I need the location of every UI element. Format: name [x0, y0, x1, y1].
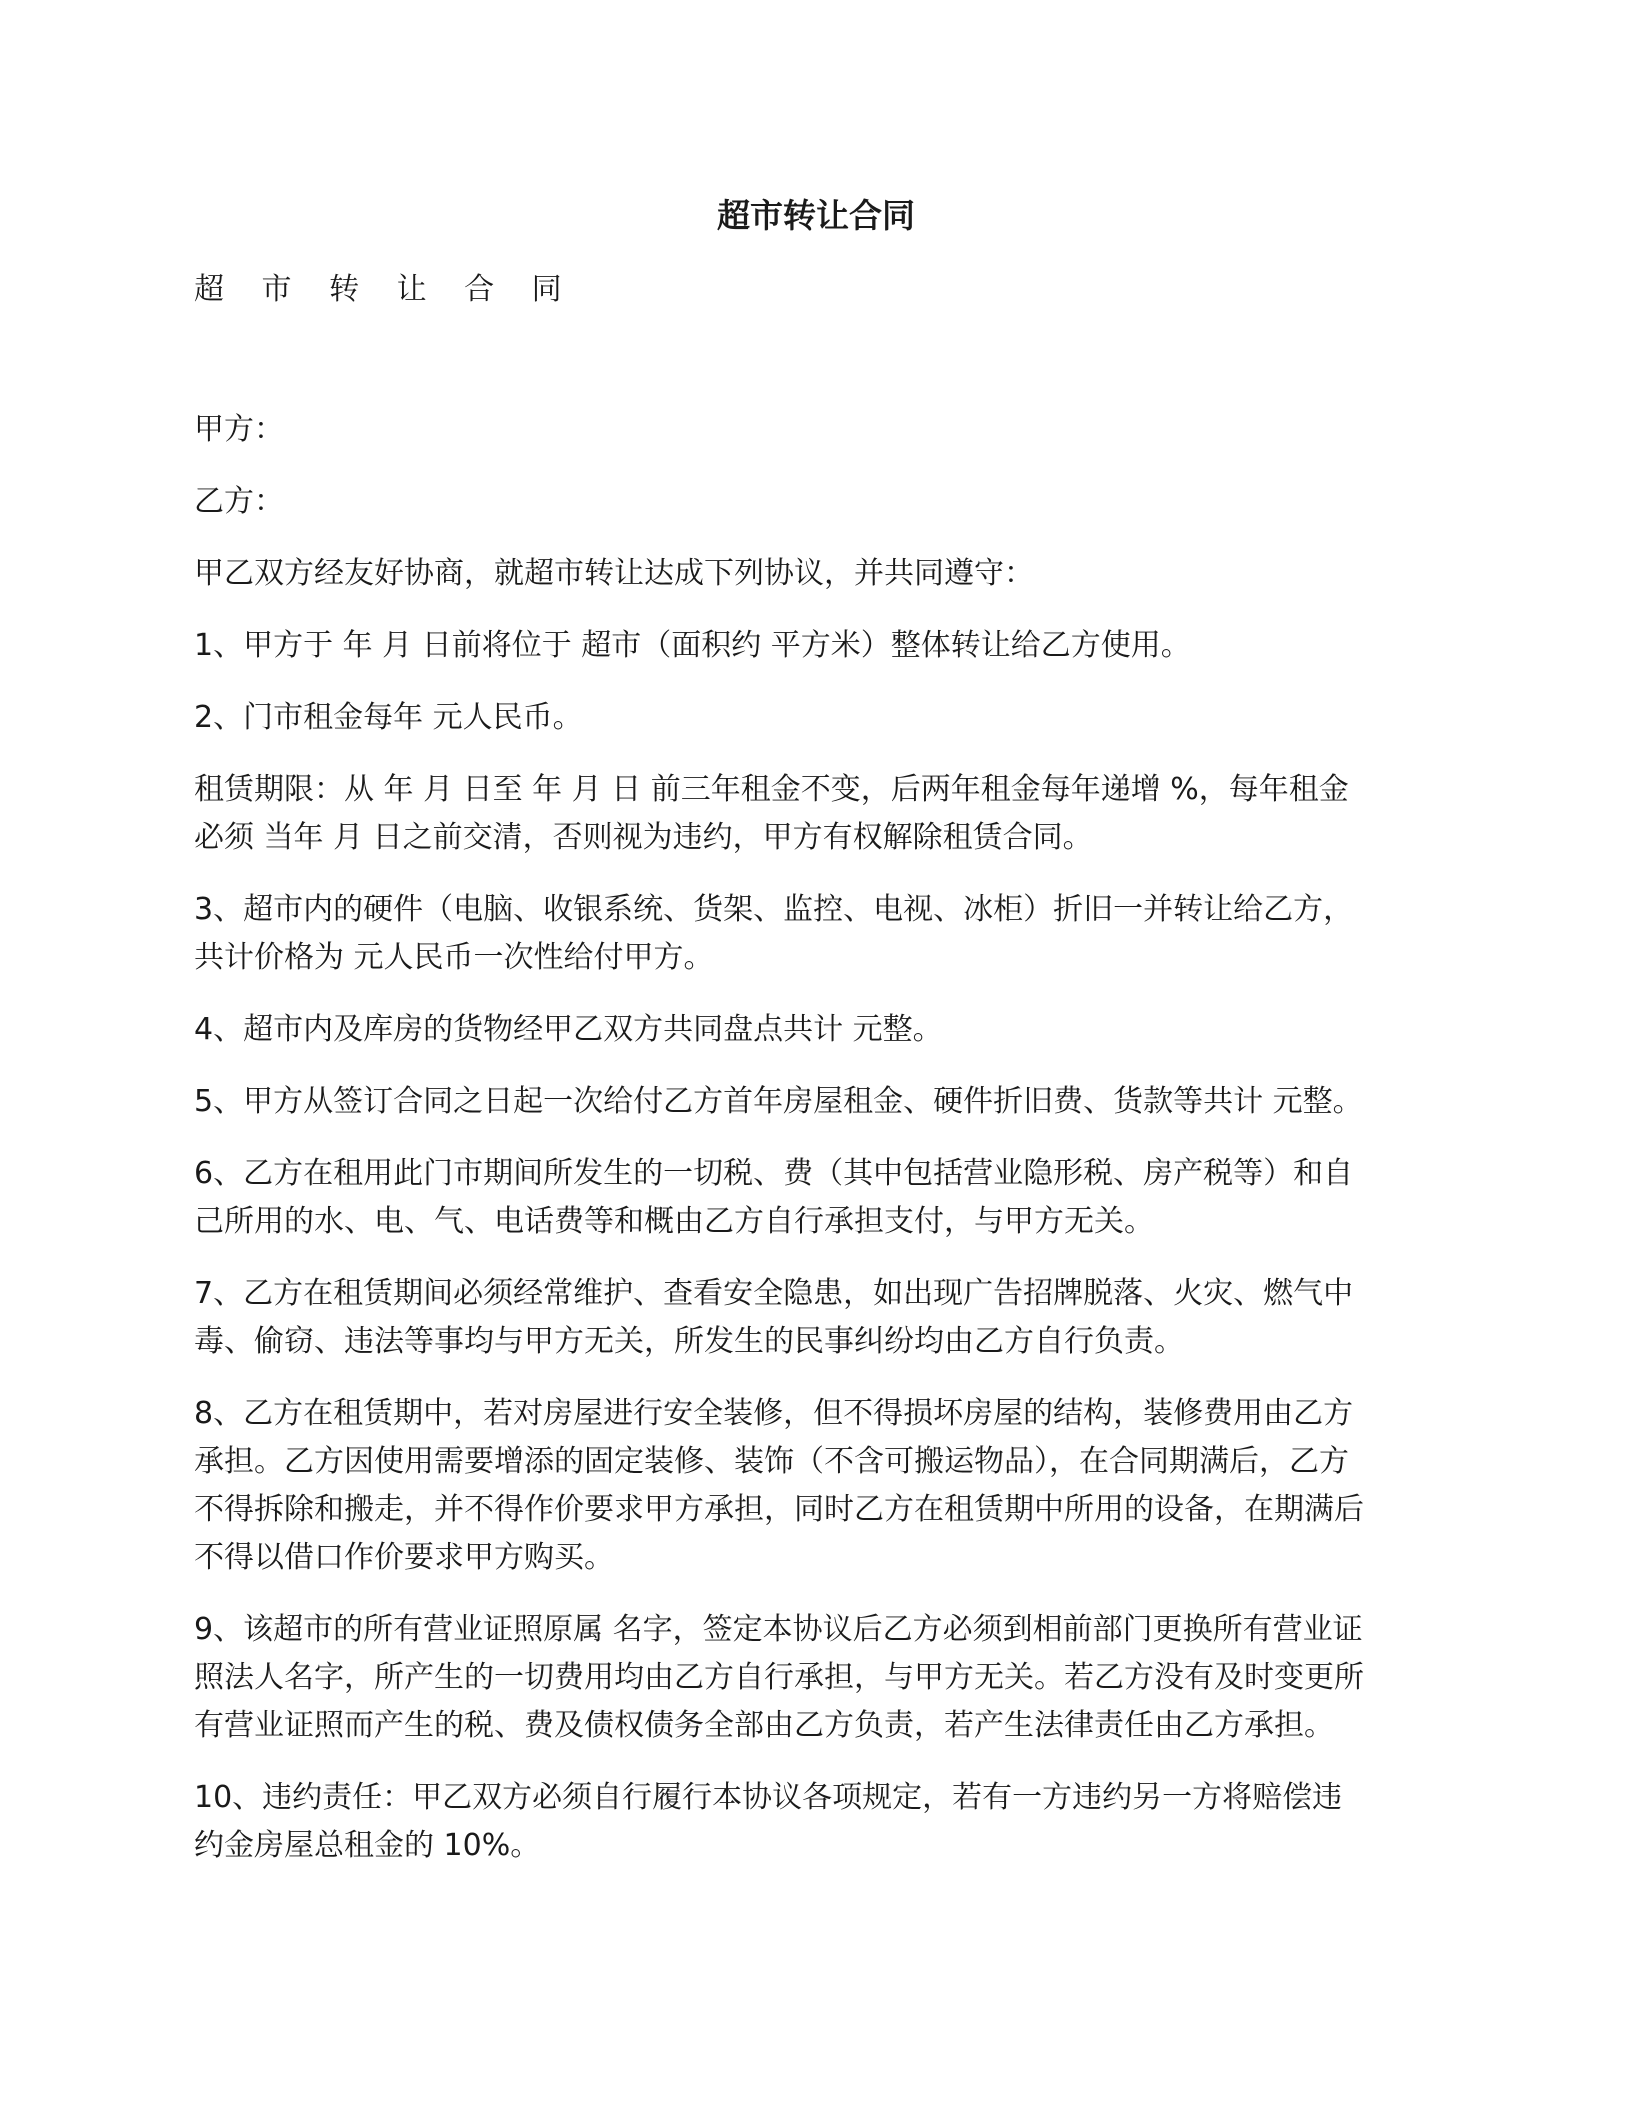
clause-7: 7、乙方在租赁期间必须经常维护、查看安全隐患，如出现广告招牌脱落、火灾、燃气中 毒、偷窃、违法等事均与甲方无关，所发生的民事纠纷均由乙方自行负责。	[194, 1276, 1354, 1359]
clause-2: 2、门市租金每年 元人民币。	[194, 700, 583, 735]
clause-5: 5、甲方从签订合同之日起一次给付乙方首年房屋租金、硬件折旧费、货款等共计 元整。	[194, 1084, 1363, 1119]
party-a-label: 甲方：	[194, 412, 284, 447]
document-subtitle: 超 市 转 让 合 同	[194, 272, 576, 307]
clause-1: 1、甲方于 年 月 日前将位于 超市（面积约 平方米）整体转让给乙方使用。	[194, 628, 1191, 663]
clause-8: 8、乙方在租赁期中，若对房屋进行安全装修，但不得损坏房屋的结构，装修费用由乙方 承担。乙方因使用需要增添的固定装修、装饰（不含可搬运物品），在合同期满后，乙方 不得拆除和搬走，并不得作价要求甲方承担，同时乙方在租赁期中所用的设备，在期满后 不得以借口作价要求甲方购买。	[194, 1396, 1364, 1575]
intro-paragraph: 甲乙双方经友好协商，就超市转让达成下列协议，并共同遵守：	[194, 556, 1034, 591]
clause-lease-term: 租赁期限：从 年 月 日至 年 月 日 前三年租金不变，后两年租金每年递增 %，每年租金 必须 当年 月 日之前交清，否则视为违约，甲方有权解除租赁合同。	[194, 772, 1349, 855]
clause-9: 9、该超市的所有营业证照原属 名字，签定本协议后乙方必须到相前部门更换所有营业证 照法人名字，所产生的一切费用均由乙方自行承担，与甲方无关。若乙方没有及时变更所 有营业证照而产生的税、费及债权债务全部由乙方负责，若产生法律责任由乙方承担。	[194, 1612, 1364, 1743]
clause-6: 6、乙方在租用此门市期间所发生的一切税、费（其中包括营业隐形税、房产税等）和自 己所用的水、电、气、电话费等和概由乙方自行承担支付，与甲方无关。	[194, 1156, 1354, 1239]
party-b-label: 乙方：	[194, 484, 284, 519]
clause-4: 4、超市内及库房的货物经甲乙双方共同盘点共计 元整。	[194, 1012, 943, 1047]
clause-10: 10、违约责任：甲乙双方必须自行履行本协议各项规定，若有一方违约另一方将赔偿违 约金房屋总租金的 10%。	[194, 1780, 1343, 1863]
document-title: 超市转让合同	[717, 196, 915, 235]
clause-3: 3、超市内的硬件（电脑、收银系统、货架、监控、电视、冰柜）折旧一并转让给乙方， 共计价格为 元人民币一次性给付甲方。	[194, 892, 1354, 975]
